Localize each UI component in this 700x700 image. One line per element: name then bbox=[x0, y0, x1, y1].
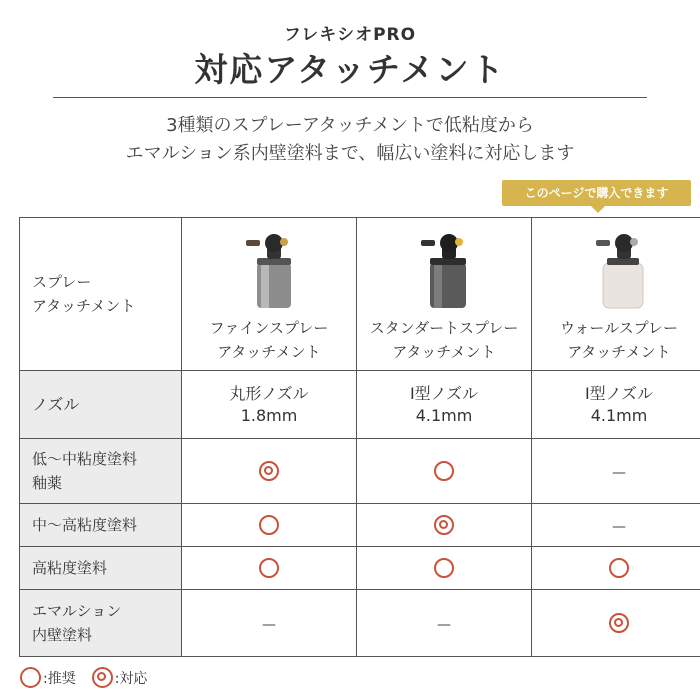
description-line-1: 3種類のスプレーアタッチメントで低粘度から bbox=[166, 115, 534, 136]
description-line-2: エマルション系内壁塗料まで、幅広い塗料に対応します bbox=[125, 143, 575, 164]
compat-cell bbox=[532, 590, 700, 657]
row-label: 低～中粘度塗料 釉薬 bbox=[20, 439, 182, 504]
description bbox=[0, 112, 700, 168]
legend-recommended-label: :推奨 bbox=[43, 670, 76, 687]
compat-cell bbox=[182, 590, 357, 657]
compat-cell bbox=[182, 547, 357, 590]
compat-cell bbox=[182, 504, 357, 547]
legend-supported-label: :対応 bbox=[114, 670, 148, 687]
single-circle-icon bbox=[20, 667, 41, 688]
row-mid-high-viscosity bbox=[20, 504, 700, 547]
product-wall-spray bbox=[532, 218, 700, 371]
brand-name: フレキシオPRO bbox=[283, 25, 417, 45]
product-standard-spray bbox=[357, 218, 532, 371]
buy-here-badge[interactable]: このページで購入できます bbox=[502, 180, 691, 206]
corner-label-line-1: スプレー bbox=[32, 273, 92, 291]
single-circle-icon bbox=[259, 515, 279, 535]
corner-label-line-2: アタッチメント bbox=[32, 297, 136, 315]
legend bbox=[20, 667, 163, 688]
compat-cell bbox=[532, 439, 700, 504]
compat-cell bbox=[357, 504, 532, 547]
product-name: ファインスプレー アタッチメント bbox=[209, 319, 329, 361]
legend-recommended bbox=[20, 667, 76, 688]
single-circle-icon bbox=[434, 461, 454, 481]
corner-cell bbox=[20, 218, 182, 371]
attachment-table bbox=[19, 217, 700, 657]
compat-cell bbox=[532, 504, 700, 547]
title-divider bbox=[53, 97, 647, 98]
not-applicable-dash: — bbox=[612, 464, 626, 481]
page-title: 対応アタッチメント bbox=[194, 50, 506, 89]
row-high-viscosity bbox=[20, 547, 700, 590]
compat-cell bbox=[357, 439, 532, 504]
not-applicable-dash: — bbox=[437, 616, 451, 633]
fine-spray-attachment-image bbox=[234, 230, 304, 312]
row-label-nozzle: ノズル bbox=[20, 371, 182, 439]
compat-cell bbox=[532, 547, 700, 590]
nozzle-cell: I型ノズル 4.1mm bbox=[532, 371, 700, 439]
compat-cell bbox=[357, 590, 532, 657]
nozzle-row bbox=[20, 371, 700, 439]
row-label: エマルション 内壁塗料 bbox=[20, 590, 182, 657]
product-name: スタンダートスプレー アタッチメント bbox=[369, 319, 519, 361]
row-label: 中～高粘度塗料 bbox=[20, 504, 182, 547]
product-fine-spray bbox=[182, 218, 357, 371]
wall-spray-attachment-image bbox=[584, 230, 654, 312]
product-name: ウォールスプレー アタッチメント bbox=[559, 319, 679, 361]
single-circle-icon bbox=[609, 558, 629, 578]
standard-spray-attachment-image bbox=[409, 230, 479, 312]
legend-supported bbox=[92, 667, 148, 688]
double-circle-icon bbox=[434, 515, 454, 535]
double-circle-icon bbox=[259, 461, 279, 481]
single-circle-icon bbox=[434, 558, 454, 578]
double-circle-icon bbox=[92, 667, 113, 688]
double-circle-icon bbox=[609, 613, 629, 633]
nozzle-cell: I型ノズル 4.1mm bbox=[357, 371, 532, 439]
not-applicable-dash: — bbox=[262, 616, 276, 633]
nozzle-cell: 丸形ノズル 1.8mm bbox=[182, 371, 357, 439]
not-applicable-dash: — bbox=[612, 518, 626, 535]
product-header-row bbox=[20, 218, 700, 371]
row-low-mid-viscosity bbox=[20, 439, 700, 504]
row-label: 高粘度塗料 bbox=[20, 547, 182, 590]
compat-cell bbox=[357, 547, 532, 590]
compat-cell bbox=[182, 439, 357, 504]
row-emulsion bbox=[20, 590, 700, 657]
single-circle-icon bbox=[259, 558, 279, 578]
